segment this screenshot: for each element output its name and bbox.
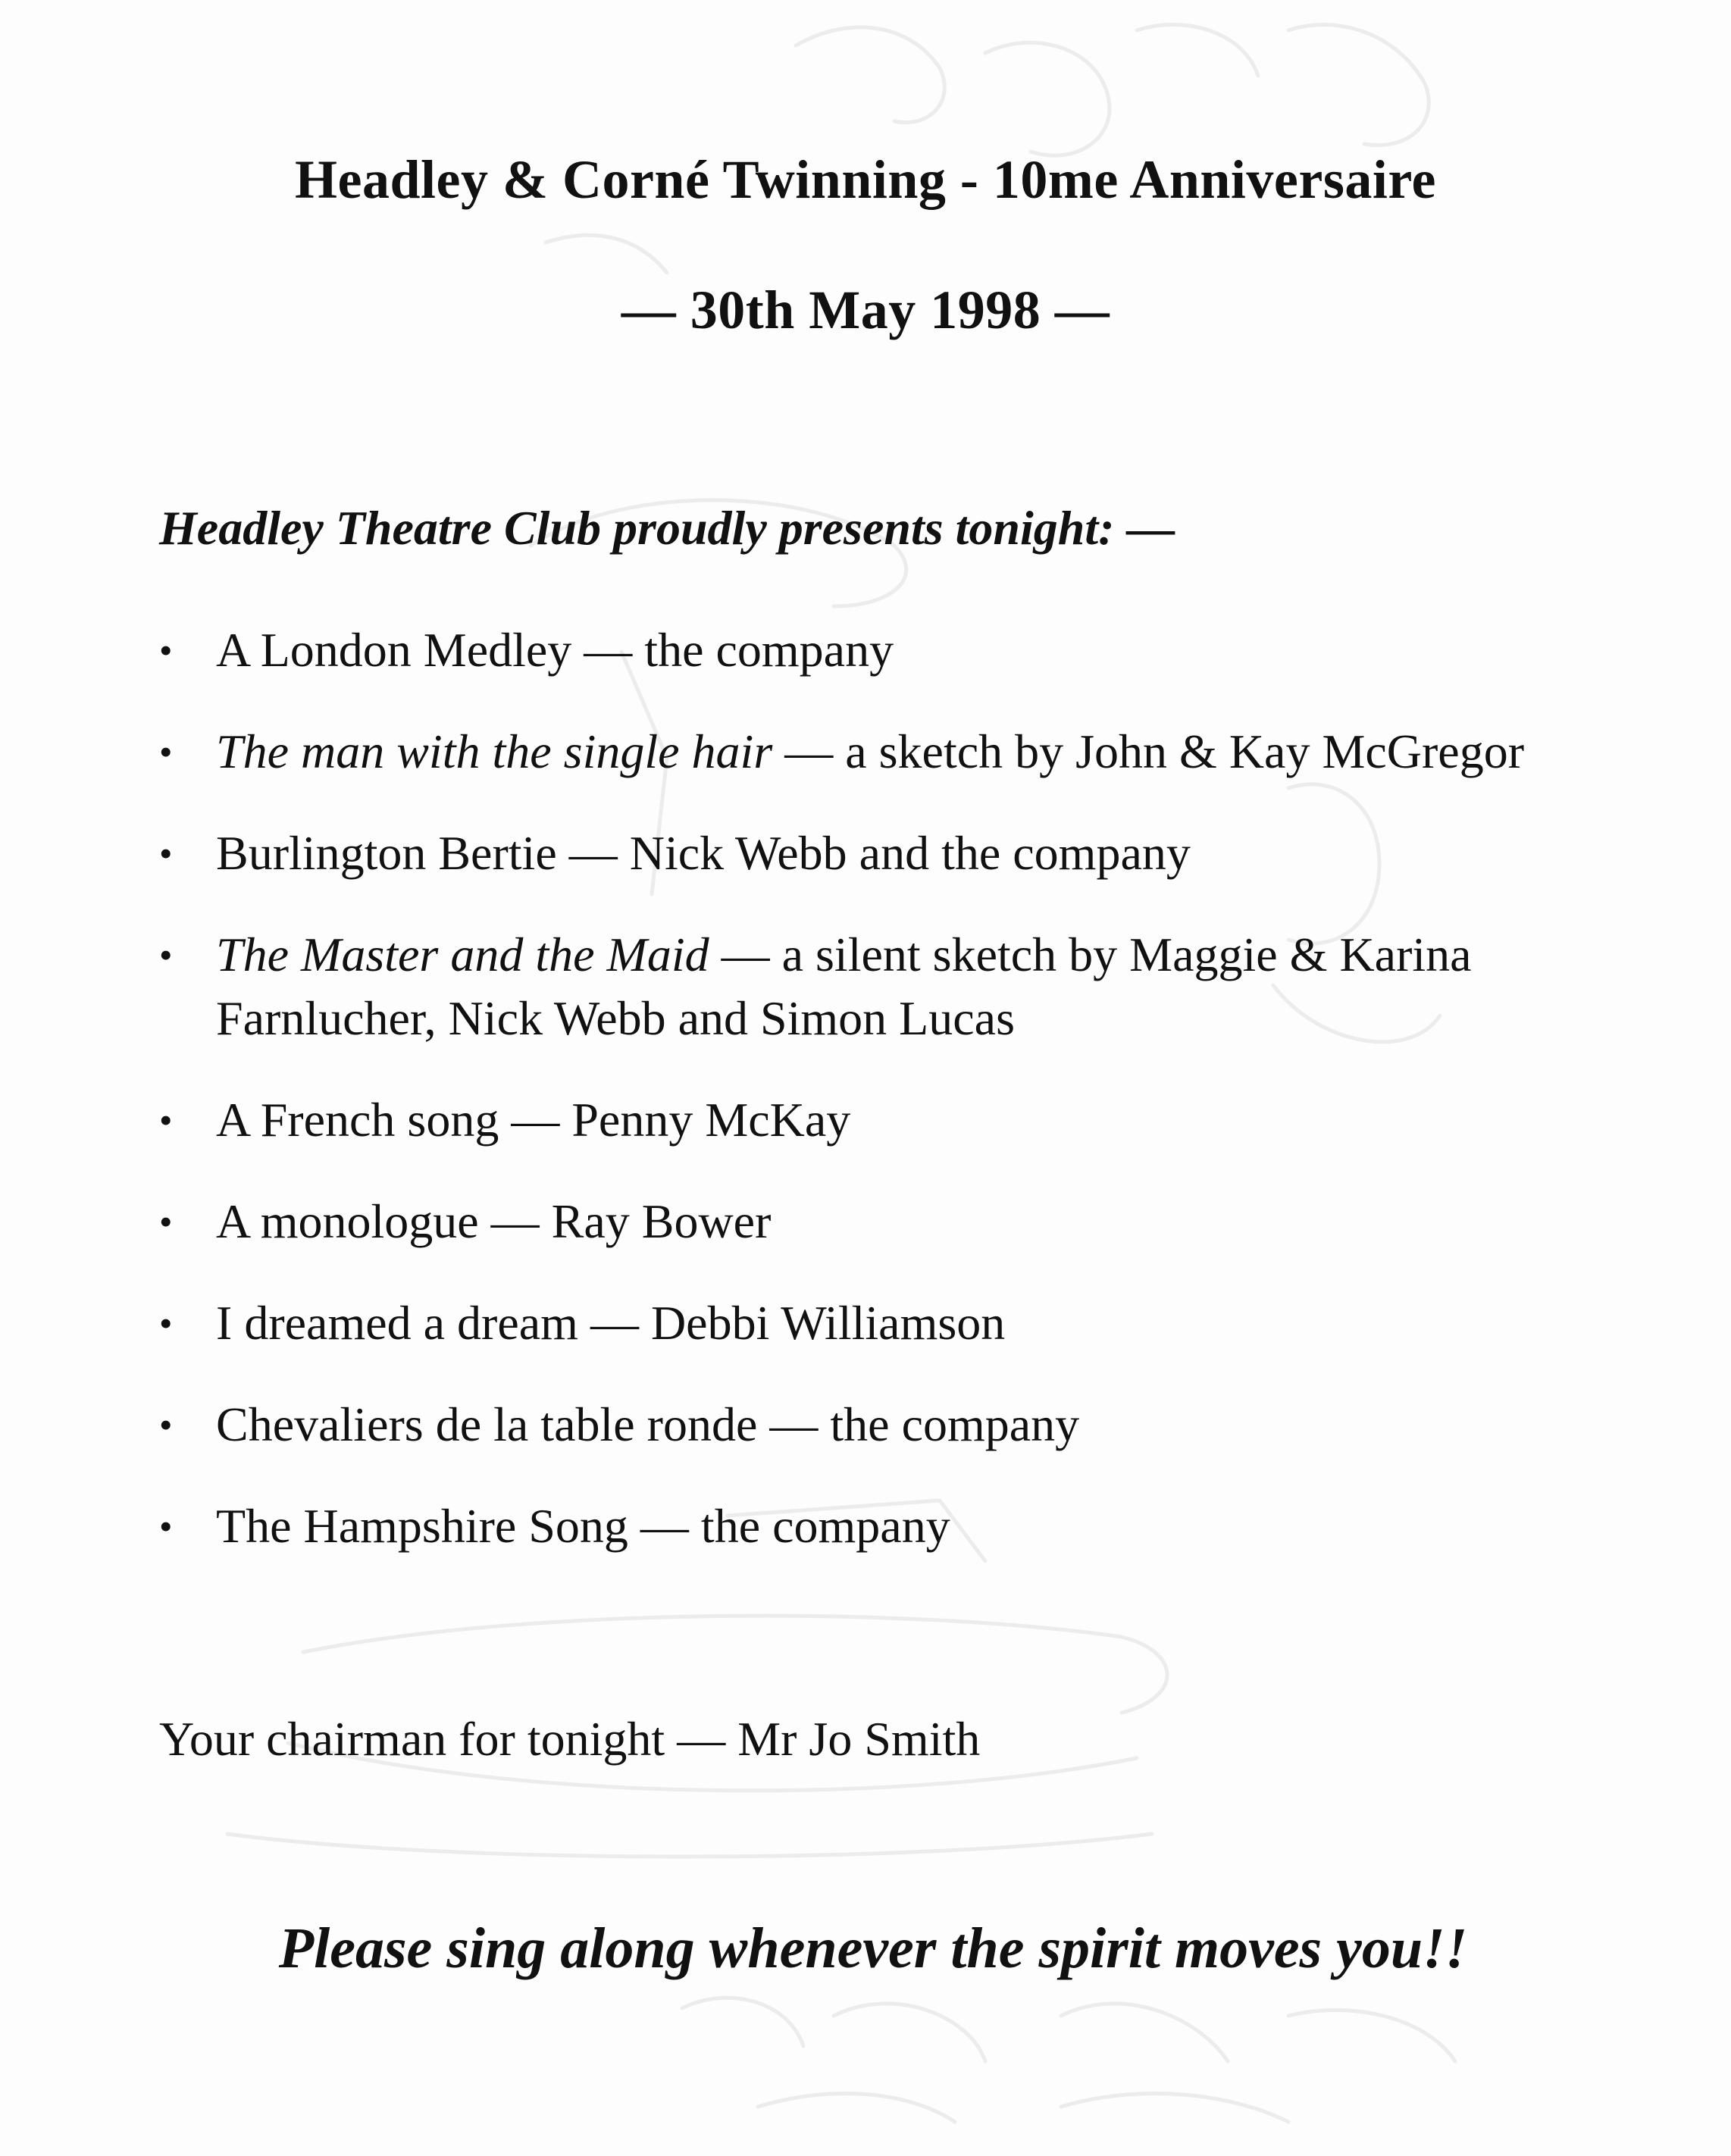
intro-line: Headley Theatre Club proudly presents tonight: — xyxy=(159,501,1175,555)
programme-list xyxy=(159,618,1690,1596)
performers: — the company xyxy=(757,1397,1080,1451)
chairman-line: Your chairman for tonight — Mr Jo Smith xyxy=(159,1712,981,1766)
bullet-icon: • xyxy=(159,832,173,875)
list-item xyxy=(159,821,1690,885)
performers: — Penny McKay xyxy=(499,1093,851,1147)
bullet-icon: • xyxy=(159,1302,173,1344)
performers: — a sketch by John & Kay McGregor xyxy=(772,724,1524,778)
list-item xyxy=(159,720,1690,784)
list-item xyxy=(159,1393,1690,1457)
bullet-icon: • xyxy=(159,1200,173,1243)
bullet-icon: • xyxy=(159,1505,173,1547)
list-item xyxy=(159,1291,1690,1355)
bullet-icon: • xyxy=(159,1099,173,1141)
performers: — a silent sketch by Maggie & Karina Farnlucher, Nick Webb and Simon Lucas xyxy=(216,928,1472,1045)
performers: — the company xyxy=(571,623,894,677)
piece-title: The Master and the Maid xyxy=(216,928,709,981)
piece-title: Burlington Bertie xyxy=(216,826,557,880)
list-item xyxy=(159,1494,1690,1558)
bullet-icon: • xyxy=(159,731,173,773)
closing-line: Please sing along whenever the spirit moves you!! xyxy=(278,1917,1468,1980)
list-item xyxy=(159,1088,1690,1152)
piece-title: A French song xyxy=(216,1093,499,1147)
performers: — Ray Bower xyxy=(478,1194,772,1248)
event-date: — 30th May 1998 — xyxy=(621,280,1110,340)
performers: — the company xyxy=(628,1499,950,1553)
list-item xyxy=(159,1190,1690,1253)
piece-title: The man with the single hair xyxy=(216,724,773,778)
bullet-icon: • xyxy=(159,1403,173,1446)
bullet-icon: • xyxy=(159,629,173,671)
page-title: Headley & Corné Twinning - 10me Anniversaire xyxy=(295,149,1436,210)
performers: — Nick Webb and the company xyxy=(556,826,1191,880)
list-item xyxy=(159,923,1690,1050)
piece-title: Chevaliers de la table ronde xyxy=(216,1397,758,1451)
bullet-icon: • xyxy=(159,934,173,976)
piece-title: The Hampshire Song xyxy=(216,1499,628,1553)
piece-title: I dreamed a dream xyxy=(216,1296,578,1350)
piece-title: A monologue xyxy=(216,1194,479,1248)
list-item xyxy=(159,618,1690,682)
piece-title: A London Medley xyxy=(216,623,572,677)
performers: — Debbi Williamson xyxy=(578,1296,1006,1350)
